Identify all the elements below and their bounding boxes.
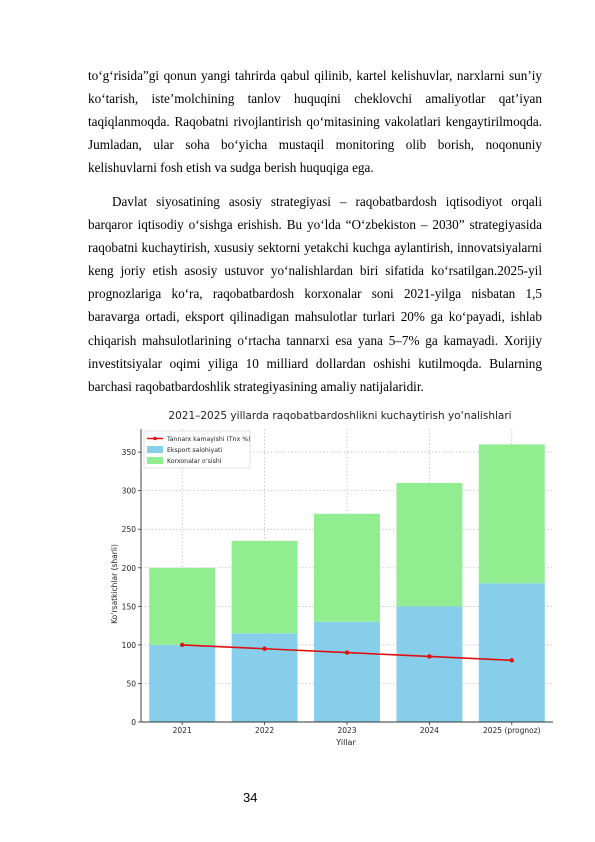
legend-bar-swatch bbox=[147, 457, 163, 464]
bar-segment bbox=[479, 583, 545, 722]
bar-segment bbox=[479, 444, 545, 583]
x-tick-label: 2023 bbox=[337, 726, 357, 735]
bar-segment bbox=[314, 622, 380, 722]
y-tick-label: 50 bbox=[126, 679, 136, 689]
line-point bbox=[345, 650, 349, 654]
y-tick-label: 300 bbox=[121, 486, 136, 496]
line-point bbox=[180, 643, 184, 647]
y-tick-label: 200 bbox=[121, 563, 136, 573]
page-number: 34 bbox=[243, 790, 258, 805]
bar-segment bbox=[149, 645, 215, 722]
x-tick-label: 2021 bbox=[172, 726, 192, 735]
stacked-bar-chart bbox=[105, 404, 555, 754]
bar-segment bbox=[314, 514, 380, 622]
y-tick-label: 0 bbox=[131, 718, 136, 727]
line-point bbox=[427, 654, 431, 658]
y-axis-label: Ko‘rsatkichlar (sharli) bbox=[110, 544, 119, 624]
y-tick-label: 100 bbox=[121, 640, 136, 650]
y-tick-label: 150 bbox=[121, 602, 136, 612]
x-axis-label: Yillar bbox=[336, 738, 356, 747]
chart-legend bbox=[144, 431, 251, 468]
x-tick-label: 2024 bbox=[419, 726, 439, 735]
line-point bbox=[510, 658, 514, 662]
bar-segment bbox=[396, 483, 462, 606]
legend-label: Eksport salohiyati bbox=[167, 447, 223, 454]
legend-bar-swatch bbox=[147, 446, 163, 453]
body-paragraph-1: to‘g‘risida”gi qonun yangi tahrirda qabul qilinib, kartel kelishuvlar, narxlarni sun’iy ko‘tarish, iste’molchining tanlov huquqini cheklovchi amaliyotlar qat’iyan taqiqlanmoqda. Raqobatni rivojlantirish qo‘mitasining vakolatlari kengaytirilmoqda. Jumladan, ular soha bo‘yicha mustaqil monitoring olib borish, noqonuniy kelishuvlarni fosh etish va sudga berish huquqiga ega. bbox=[88, 68, 542, 176]
line-point bbox=[262, 647, 266, 651]
legend-label: Tannarx kamayishi (Tnx %) bbox=[167, 436, 251, 443]
x-tick-label: 2025 (prognoz) bbox=[482, 726, 541, 735]
legend-label: Korxonalar o‘sishi bbox=[167, 458, 222, 465]
x-tick-label: 2022 bbox=[255, 726, 275, 735]
bar-segment bbox=[232, 541, 298, 634]
bar-segment bbox=[396, 606, 462, 722]
legend-line-marker bbox=[153, 437, 157, 441]
chart-svg bbox=[105, 404, 555, 754]
body-paragraph-2: Davlat siyosatining asosiy strategiyasi – raqobatbardosh iqtisodiyot orqali barqaror iqtisodiy o‘sishga erishish. Bu yo‘lda “O‘zbekiston – 2030” strategiyasida raqobatni kuchaytirish, xususiy sektorni yetakchi kuchga aylantirish, innovatsiyalarni keng joriy etish asosiy ustuvor yo‘nalishlardan biri sifatida ko‘rsatilgan.2025-yil prognozlariga ko‘ra, raqobatbardosh korxonalar soni 2021-yilga nisbatan 1,5 baravarga ortadi, eksport qilinadigan mahsulotlar turlari 20% ga ko‘payadi, ishlab chiqarish mahsulotlarining o‘rtacha tannarxi esa yana 5–7% ga kamayadi. Xorijiy investitsiyalar oqimi yiliga 10 milliard dollardan oshishi kutilmoqda. Bularning barchasi raqobatbardoshlik strategiyasining amaliy natijalaridir. bbox=[88, 194, 542, 394]
bar-segment bbox=[149, 568, 215, 645]
y-tick-label: 250 bbox=[121, 525, 136, 535]
chart-title: 2021–2025 yillarda raqobatbardoshlikni kuchaytirish yo‘nalishlari bbox=[168, 410, 512, 422]
y-tick-label: 350 bbox=[121, 448, 136, 458]
